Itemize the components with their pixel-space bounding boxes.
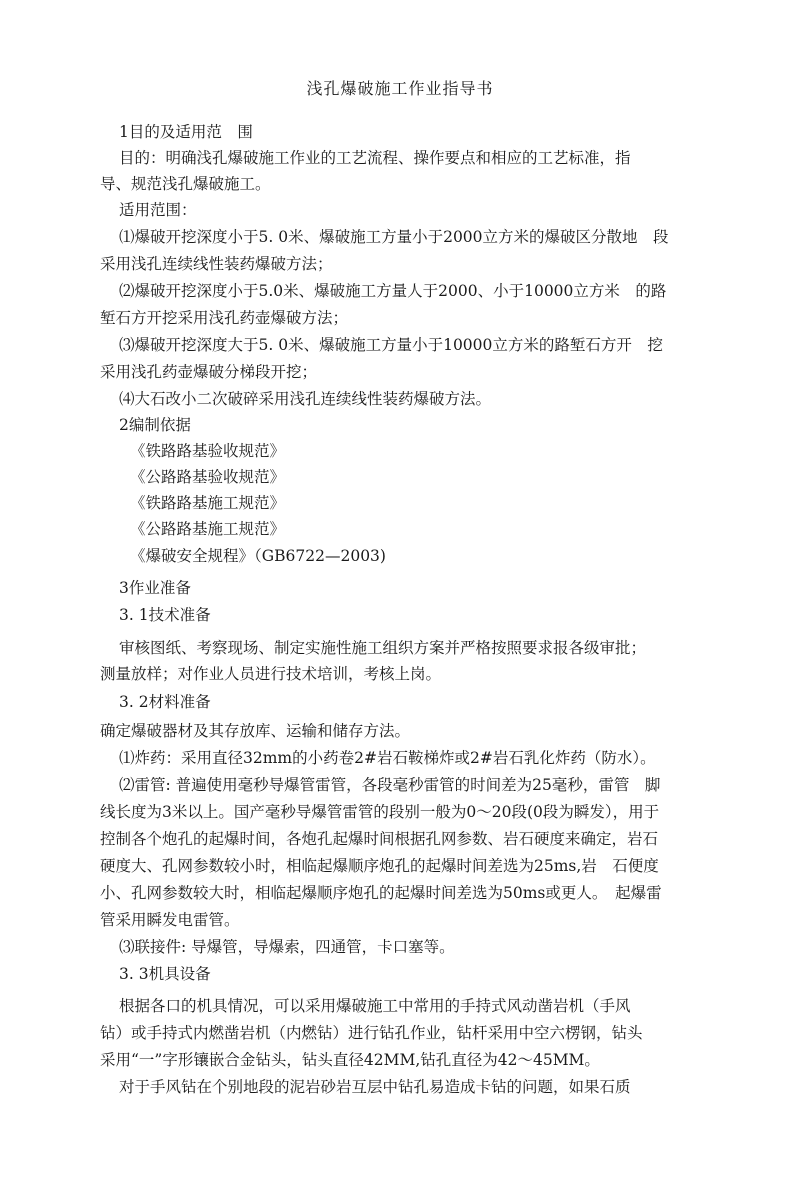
document-title: 浅孔爆破施工作业指导书 xyxy=(306,79,494,98)
paragraph-line: 测量放样；对作业人员进行技术培训，考核上岗。 xyxy=(100,665,442,683)
paragraph-line: 根据各口的机具情况，可以采用爆破施工中常用的手持式风动凿岩机（手风 xyxy=(119,997,631,1015)
list-item: ⑵雷管: 普遍使用毫秒导爆管雷管，各段毫秒雷管的时间差为25毫秒，雷管 脚 xyxy=(119,776,661,794)
paragraph-line: 审核图纸、考察现场、制定实施性施工组织方案并严格按照要求报各级审批； xyxy=(119,639,647,657)
subsection-heading: 3. 2材料准备 xyxy=(119,693,211,711)
paragraph-line: 线长度为3米以上。国产毫秒导爆管雷管的段别一般为0～20段(0段为瞬发），用于 xyxy=(100,803,660,821)
list-item: ⑶爆破开挖深度大于5. 0米、爆破施工方量小于10000立方米的路堑石方开 挖 xyxy=(119,336,663,354)
paragraph-line: 采用“一”字形镶嵌合金钻头，钻头直径42MM,钻孔直径为42～45MM。 xyxy=(100,1051,600,1069)
paragraph-line: 管采用瞬发电雷管。 xyxy=(100,911,240,929)
paragraph-line: 适用范围： xyxy=(119,201,197,219)
paragraph-line: 硬度大、孔网参数较小时，相临起爆顺序炮孔的起爆时间差选为25ms,岩 石便度 xyxy=(100,857,659,875)
paragraph-line: 目的：明确浅孔爆破施工作业的工艺流程、操作要点和相应的工艺标准，指 xyxy=(119,149,631,167)
paragraph-line: 堑石方开挖采用浅孔药壶爆破方法； xyxy=(100,309,349,327)
paragraph-line: 采用浅孔连续线性装药爆破方法； xyxy=(100,255,333,273)
subsection-heading: 3. 1技术准备 xyxy=(119,606,211,624)
reference-item: 《铁路路基验收规范》 xyxy=(130,442,286,460)
list-item: ⑷大石改小二次破碎采用浅孔连续线性装药爆破方法。 xyxy=(119,390,492,408)
reference-item: 《公路路基施工规范》 xyxy=(130,520,286,538)
section-heading-1: 1目的及适用范 围 xyxy=(119,123,253,141)
subsection-heading: 3. 3机具设备 xyxy=(119,965,211,983)
list-item: ⑴爆破开挖深度小于5. 0米、爆破施工方量小于2000立方米的爆破区分散地 段 xyxy=(119,228,669,246)
list-item: ⑶联接件: 导爆管，导爆索，四通管，卡口塞等。 xyxy=(119,938,455,956)
paragraph-line: 控制各个炮孔的起爆时间，各炮孔起爆时间根据孔网参数、岩石硬度来确定，岩石 xyxy=(100,830,659,848)
paragraph-line: 钻）或手持式内燃凿岩机（内燃钻）进行钻孔作业，钻杆采用中空六楞钢，钻头 xyxy=(100,1024,643,1042)
list-item: ⑴炸药：采用直径32mm的小药卷2#岩石鞍梯炸或2#岩石乳化炸药（防水）。 xyxy=(119,749,656,767)
paragraph-line: 小、孔网参数较大时，相临起爆顺序炮孔的起爆时间差选为50ms或更人。 起爆雷 xyxy=(100,884,662,902)
section-heading-3: 3作业准备 xyxy=(119,579,191,597)
reference-item: 《公路路基验收规范》 xyxy=(130,468,286,486)
reference-item: 《爆破安全规程》（GB6722—2003) xyxy=(130,547,386,565)
paragraph-line: 采用浅孔药壶爆破分梯段开挖； xyxy=(100,363,318,381)
paragraph-line: 导、规范浅孔爆破施工。 xyxy=(100,175,271,193)
paragraph-line: 对于手风钻在个别地段的泥岩砂岩互层中钻孔易造成卡钻的问题，如果石质 xyxy=(119,1078,631,1096)
list-item: ⑵爆破开挖深度小于5.0米、爆破施工方量人于2000、小于10000立方米 的路 xyxy=(119,282,667,300)
section-heading-2: 2编制依据 xyxy=(119,416,191,434)
reference-item: 《铁路路基施工规范》 xyxy=(130,494,286,512)
paragraph-line: 确定爆破器材及其存放库、运输和储存方法。 xyxy=(100,722,411,740)
